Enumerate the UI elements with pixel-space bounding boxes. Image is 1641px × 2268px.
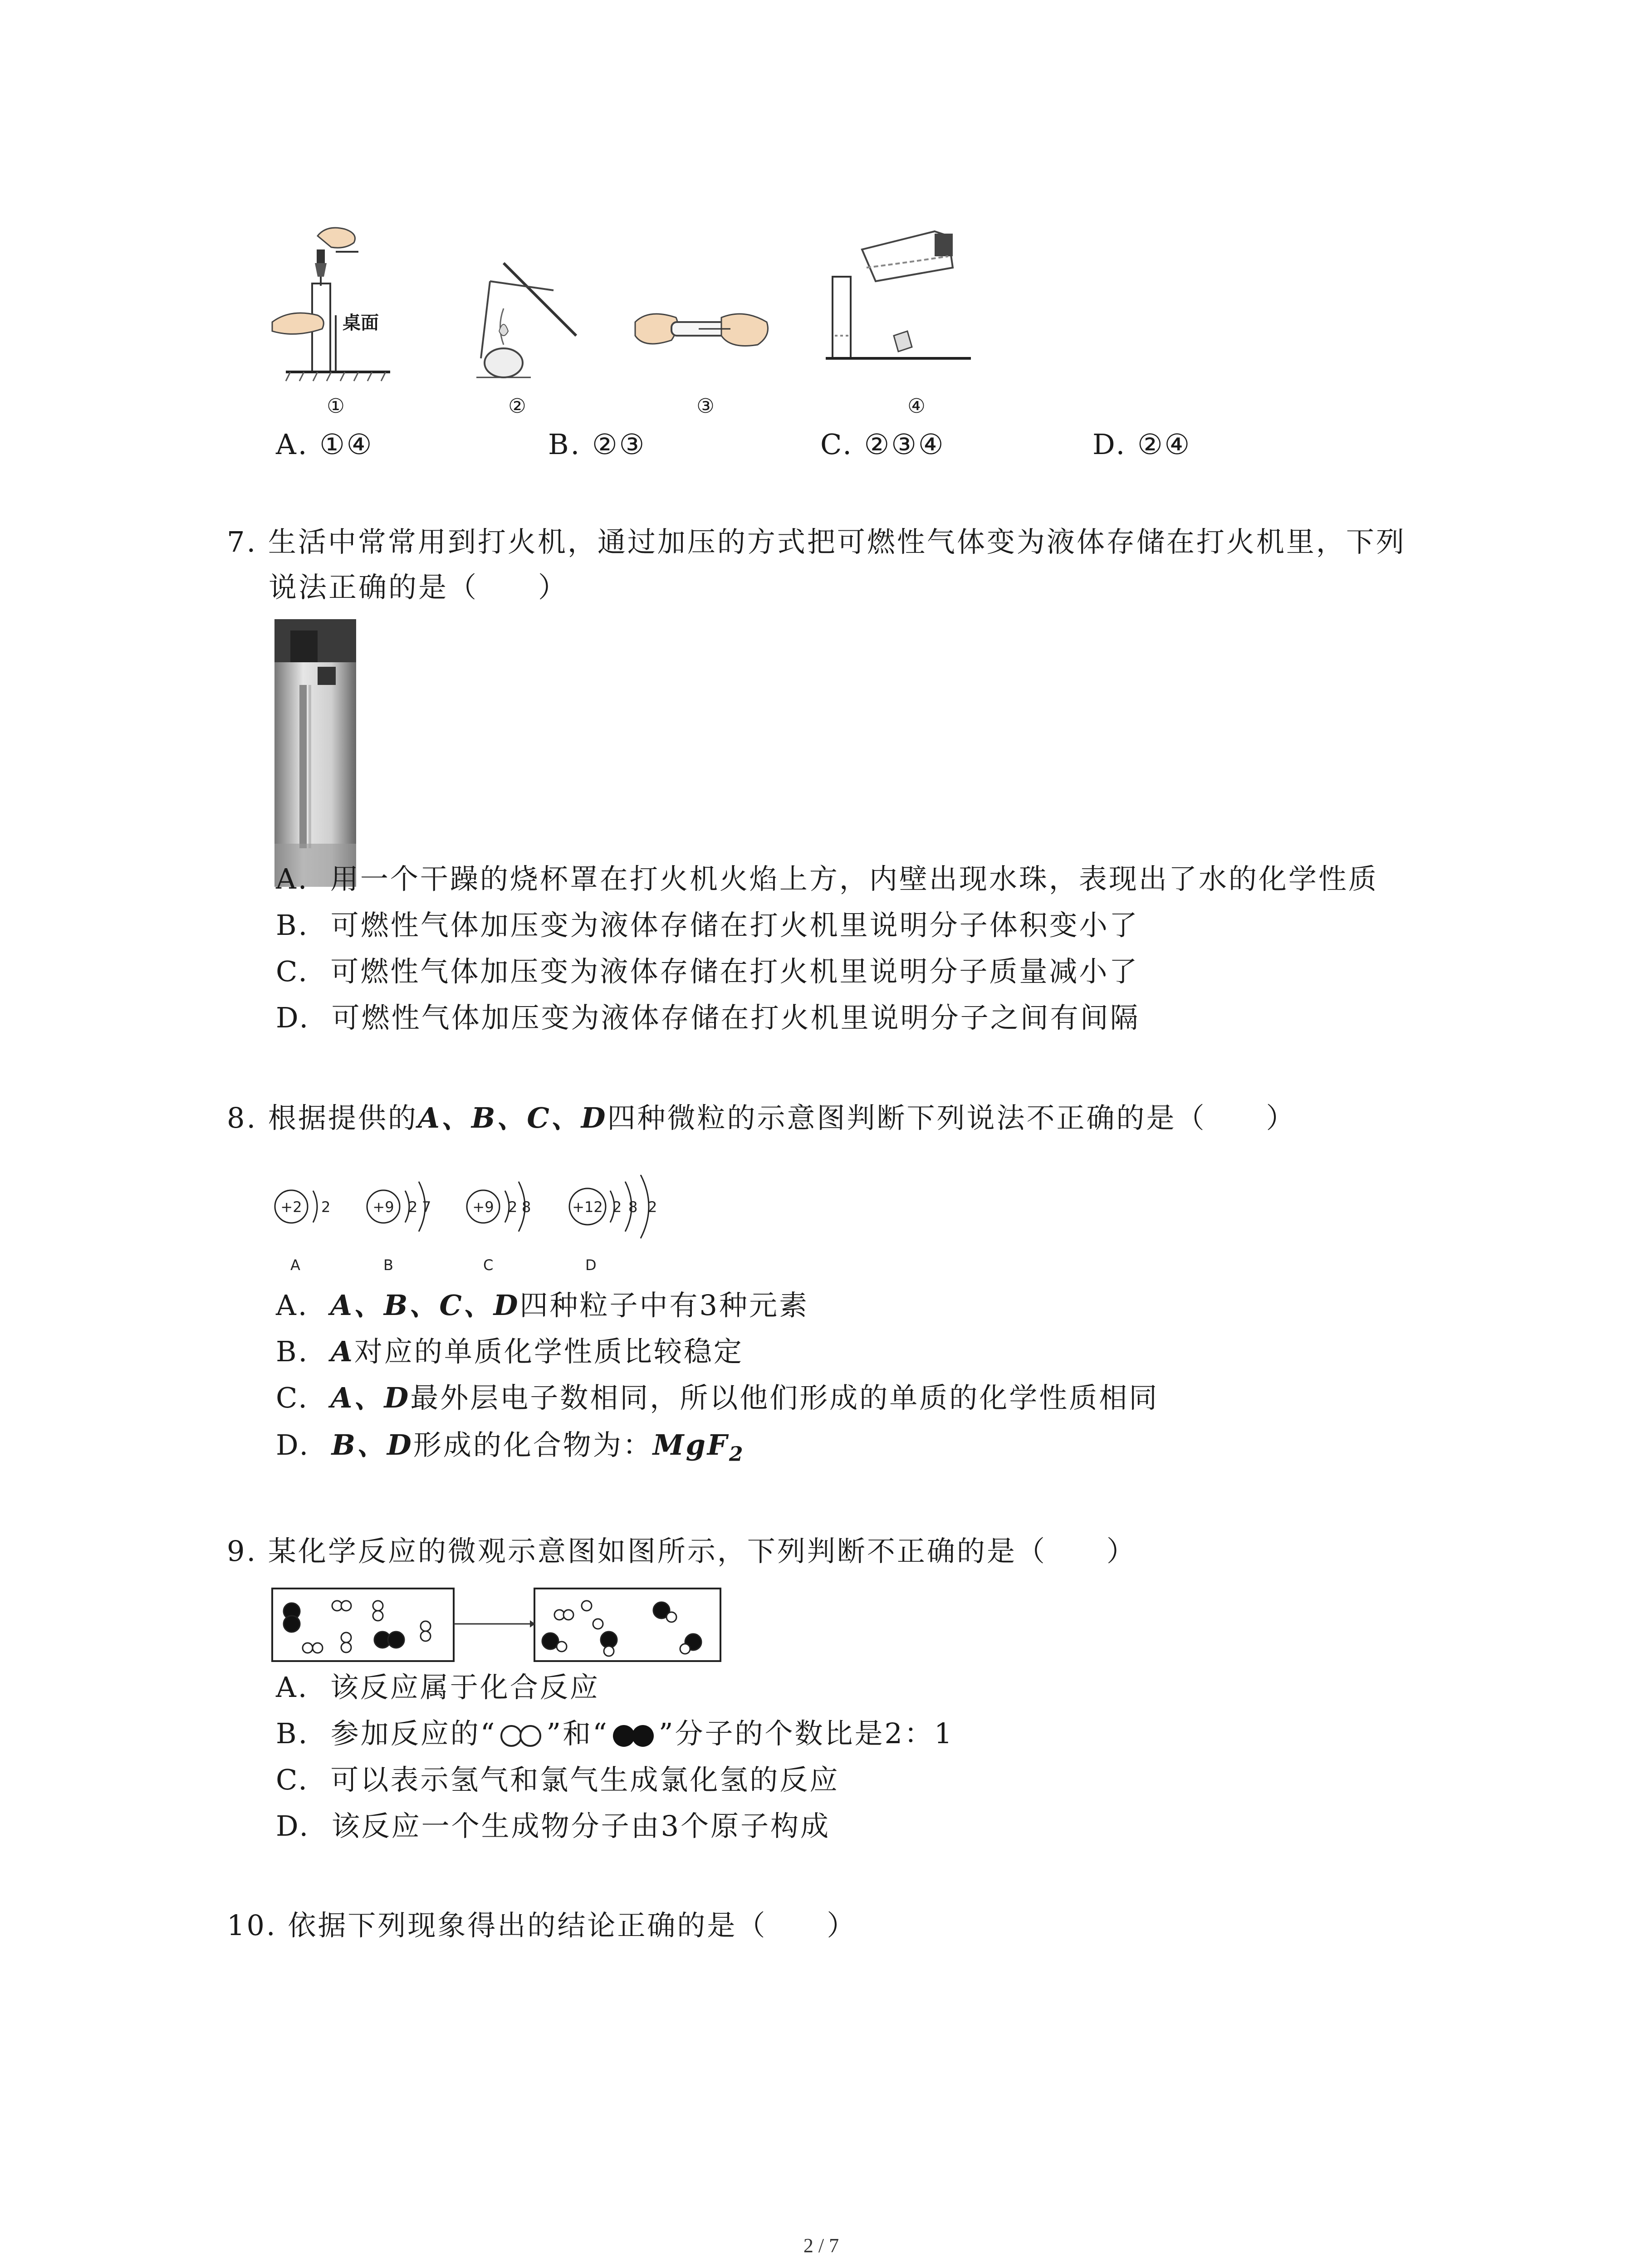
fig-label-1: ① — [327, 395, 345, 418]
particle-b-label: B — [383, 1256, 393, 1274]
q9-option-d: D. 该反应一个生成物分子由3个原子构成 — [276, 1809, 831, 1843]
particle-b — [367, 1182, 431, 1274]
particle-d-label: D — [585, 1256, 597, 1274]
fig-label-2: ② — [508, 395, 526, 418]
q9-option-b: B. 参加反应的“ ”和“ ”分子的个数比是2：1 — [276, 1717, 954, 1750]
q8-option-a: A. A、B、C、D四种粒子中有3种元素 — [276, 1289, 809, 1322]
q6-option-d: D. ②④ — [1092, 428, 1192, 461]
mgf2-formula: MgF — [652, 1428, 729, 1461]
q7-stem-line1: 7. 生活中常常用到打火机，通过加压的方式把可燃性气体变为液体存储在打火机里，下列 — [227, 525, 1406, 558]
q9-number: 9. — [227, 1535, 258, 1568]
particle-c-shell-2: 8 — [522, 1198, 531, 1216]
white-molecule-icon — [496, 1722, 546, 1750]
particle-c — [467, 1182, 531, 1274]
lighter-photo — [272, 617, 358, 889]
particle-diagrams — [268, 1175, 676, 1279]
q8-option-d: D. B、D形成的化合物为：MgF$_2$ — [276, 1428, 745, 1466]
q9-stem: 9. 某化学反应的微观示意图如图所示，下列判断不正确的是（ ） — [227, 1535, 1136, 1568]
q7-number: 7. — [227, 525, 258, 558]
particle-b-nucleus: +9 — [372, 1198, 394, 1216]
q6-option-c: C. ②③④ — [820, 428, 945, 461]
particle-b-shell-2: 7 — [422, 1198, 431, 1216]
particle-c-nucleus: +9 — [472, 1198, 494, 1216]
q7-stem-line2: 说法正确的是（ ） — [269, 571, 568, 604]
particle-c-label: C — [483, 1256, 494, 1274]
q8-option-b: B. A对应的单质化学性质比较稳定 — [276, 1335, 744, 1368]
particle-d-shell-2: 8 — [628, 1198, 638, 1216]
q9-option-c: C. 可以表示氢气和氯气生成氯化氢的反应 — [276, 1763, 840, 1796]
heating-tube-figure — [463, 254, 599, 390]
particle-a-shell-1: 2 — [321, 1198, 331, 1216]
particle-a-nucleus: +2 — [280, 1198, 302, 1216]
particle-b-shell-1: 2 — [408, 1198, 418, 1216]
q8-option-c: C. A、D最外层电子数相同，所以他们形成的单质的化学性质相同 — [276, 1381, 1159, 1414]
reaction-diagram — [271, 1588, 725, 1665]
page-number: 2 / 7 — [803, 2234, 839, 2257]
q10-number: 10. — [227, 1909, 277, 1942]
q6-figures — [263, 218, 1034, 417]
hands-tube-figure — [631, 295, 776, 372]
particle-c-shell-1: 2 — [508, 1198, 518, 1216]
q6-option-a: A. ①④ — [276, 428, 374, 461]
q6-option-b: B. ②③ — [548, 428, 647, 461]
q9-option-a: A. 该反应属于化合反应 — [276, 1671, 600, 1704]
particle-d-shell-3: 2 — [648, 1198, 657, 1216]
q7-option-c: C. 可燃性气体加压变为液体存储在打火机里说明分子质量减小了 — [276, 955, 1139, 988]
pouring-figure — [826, 222, 980, 376]
black-molecule-icon — [609, 1722, 659, 1750]
particle-d — [569, 1175, 657, 1274]
q7-option-b: B. 可燃性气体加压变为液体存储在打火机里说明分子体积变小了 — [276, 909, 1139, 942]
particle-a — [275, 1190, 330, 1274]
fig-label-3: ③ — [696, 395, 715, 418]
particle-d-shell-1: 2 — [612, 1198, 622, 1216]
q7-option-a: A. 用一个干躁的烧杯罩在打火机火焰上方，内壁出现水珠，表现出了水的化学性质 — [276, 862, 1378, 895]
desk-label: 桌面 — [343, 313, 379, 333]
q10-stem: 10. 依据下列现象得出的结论正确的是（ ） — [227, 1909, 857, 1942]
dropper-tube-figure — [268, 218, 404, 399]
particle-d-nucleus: +12 — [572, 1198, 603, 1216]
q8-stem: 8. 根据提供的A、B、C、D四种微粒的示意图判断下列说法不正确的是（ ） — [227, 1101, 1296, 1134]
fig-label-4: ④ — [907, 395, 926, 418]
q8-number: 8. — [227, 1101, 258, 1134]
particle-a-label: A — [290, 1256, 300, 1274]
q7-option-d: D. 可燃性气体加压变为液体存储在打火机里说明分子之间有间隔 — [276, 1001, 1140, 1034]
